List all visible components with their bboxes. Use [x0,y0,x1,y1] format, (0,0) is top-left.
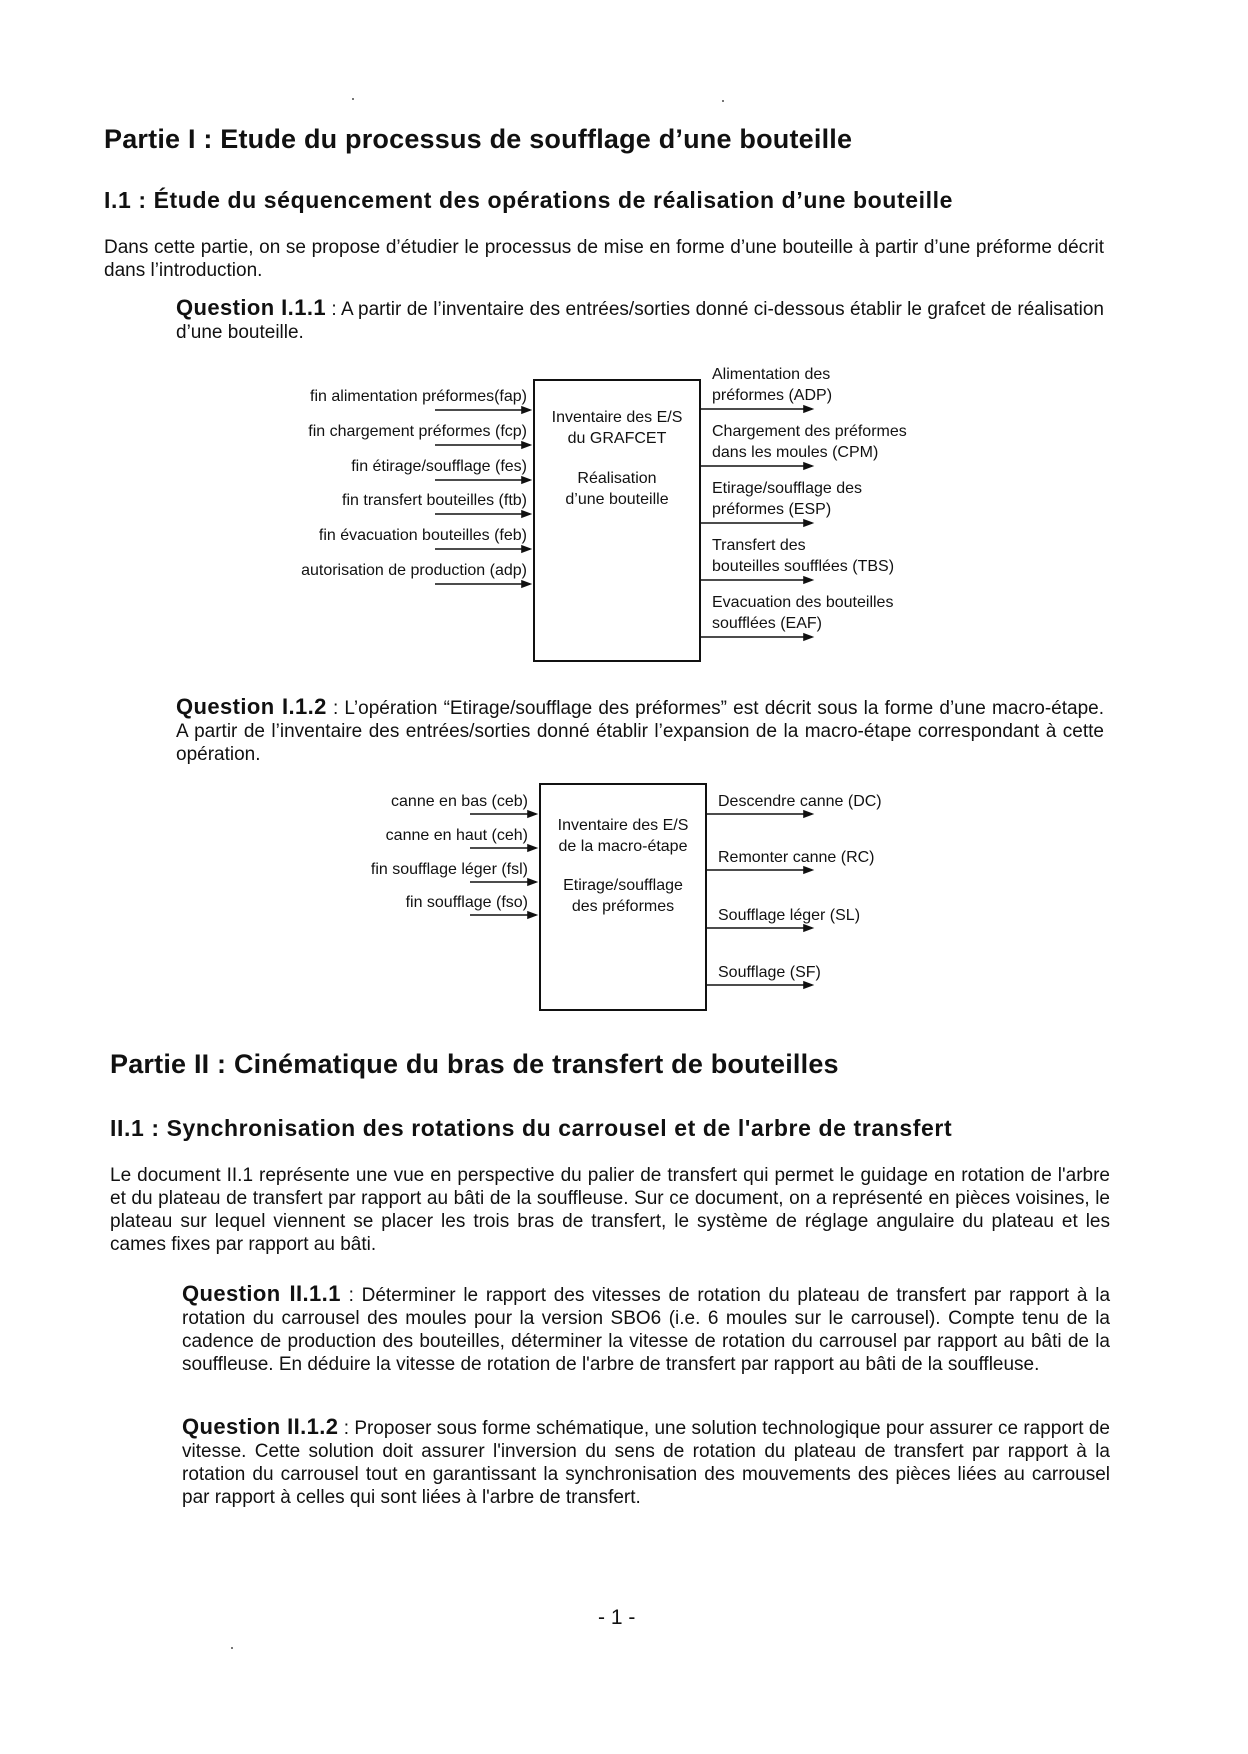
macro-step-box [539,783,707,1011]
question-text: : A partir de l’inventaire des entrées/sorties donné ci-dessous établir le grafcet de réalisation d’une bouteille. [176,299,1104,343]
output-label: Chargement des préformes dans les moules (CPM) [712,423,907,461]
question-text: : L’opération “Etirage/soufflage des préformes” est décrit sous la forme d’une macro-étape. A partir de l’inventaire des entrées/sorties donné établir l’expansion de la macro-étape correspondant à cette opération. [176,698,1104,765]
box-line: Réalisation [577,470,657,487]
page-number: - 1 - [598,1606,636,1629]
box-line: Inventaire des E/S [551,409,683,426]
question-2-1-2 [182,1415,1110,1509]
box-line: d’une bouteille [565,491,669,508]
output-label: Soufflage (SF) [718,964,821,981]
partie2-intro: Le document II.1 représente une vue en perspective du palier de transfert qui permet le guidage en rotation de l'arbre et du plateau de transfert par rapport au bâti de la souffleuse. Sur ce document, on a représenté en pièces voisines, le plateau sur lequel viennent se placer les trois bras de transfert, le système de réglage angulaire du plateau et les cames fixes par rapport au bâti. [110,1165,1110,1255]
input-label: fin soufflage léger (fsl) [370,861,528,878]
input-label: fin alimentation préformes(fap) [310,388,527,405]
question-text: : Déterminer le rapport des vitesses de rotation du plateau de transfert par rapport à la rotation du carrousel des moules pour la version SBO6 (i.e. 6 moules sur le carrousel). Compte tenu de la cadence de production des bouteilles, déterminer la vitesse de rotation du carrousel par rapport au bâti de la souffleuse. En déduire la vitesse de rotation de l'arbre de transfert par rapport au bâti de la souffleuse. [182,1285,1111,1375]
question-text: : Proposer sous forme schématique, une solution technologique pour assurer ce rapport de vitesse. Cette solution doit assurer l'inversion du sens de rotation du plateau de transfert par rapport à la rotation du carrousel tout en garantissant la synchronisation des mouvements des pièces liées au carrousel par rapport à celles qui sont liées à l'arbre de transfert. [182,1418,1110,1508]
question-label: Question II.1.1 [182,1281,341,1306]
question-label: Question I.1.1 [176,295,326,320]
output-label: Soufflage léger (SL) [718,907,861,924]
output-label: Descendre canne (DC) [718,793,882,810]
input-label: canne en bas (ceb) [391,793,528,810]
partie1-intro: Dans cette partie, on se propose d’étudier le processus de mise en forme d’une bouteille à partir d’une préforme décrit dans l’introduction. [104,237,1104,281]
input-label: fin étirage/soufflage (fes) [351,458,527,475]
input-label: canne en haut (ceh) [385,827,528,844]
output-label: Remonter canne (RC) [718,849,875,866]
box-line: Inventaire des E/S [557,817,689,834]
question-2-1-1 [182,1282,1110,1376]
partie2-section-title: II.1 : Synchronisation des rotations du carrousel et de l'arbre de transfert [110,1115,953,1141]
question-label: Question I.1.2 [176,694,327,719]
input-label: autorisation de production (adp) [301,562,527,579]
output-label: Etirage/soufflage des préformes (ESP) [712,480,863,518]
input-label: fin évacuation bouteilles (feb) [318,527,527,544]
input-label: fin chargement préformes (fcp) [308,423,527,440]
partie2-title: Partie II : Cinématique du bras de transfert de bouteilles [110,1049,839,1079]
output-label: Alimentation des préformes (ADP) [712,366,833,404]
output-label: Evacuation des bouteilles soufflées (EAF) [712,594,894,632]
partie1-title: Partie I : Etude du processus de soufflage d’une bouteille [104,124,853,154]
question-label: Question II.1.2 [182,1414,339,1439]
box-line: de la macro-étape [558,838,688,855]
output-label: Transfert des bouteilles soufflées (TBS) [712,537,895,575]
box-line: du GRAFCET [567,430,667,447]
box-line: des préformes [571,898,675,915]
partie1-section-title: I.1 : Étude du séquencement des opérations de réalisation d’une bouteille [104,187,953,213]
input-label: fin transfert bouteilles (ftb) [342,492,527,509]
input-label: fin soufflage (fso) [405,894,528,911]
box-line: Etirage/soufflage [563,877,683,894]
